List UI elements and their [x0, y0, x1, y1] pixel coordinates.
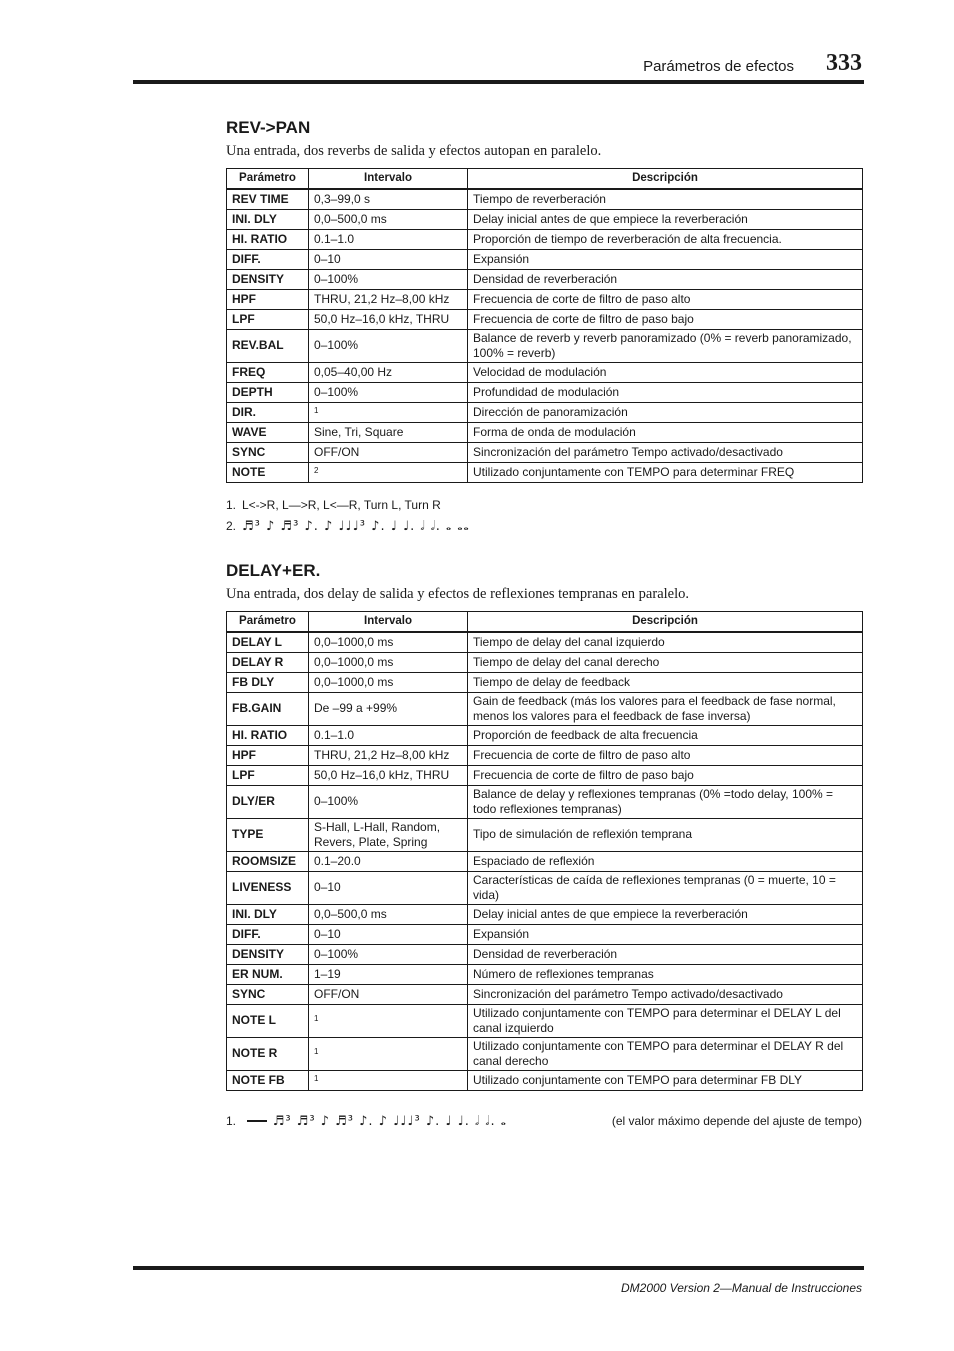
table-row — [227, 289, 863, 309]
parameter-cell: LIVENESS — [227, 871, 309, 904]
range-cell: 0–100% — [309, 382, 468, 402]
table-row — [227, 725, 863, 745]
table-row — [227, 745, 863, 765]
footer-rule — [133, 1266, 864, 1270]
table-row — [227, 269, 863, 289]
table-row — [227, 462, 863, 482]
parameter-cell: DENSITY — [227, 269, 309, 289]
column-header-description: Descripción — [468, 612, 863, 633]
footnote-text: L<->R, L—>R, L<—R, Turn L, Turn R — [242, 498, 441, 512]
description-cell: Utilizado conjuntamente con TEMPO para determinar el DELAY L del canal izquierdo — [468, 1004, 863, 1037]
table-row — [227, 652, 863, 672]
range-cell: 0,3–99,0 s — [309, 189, 468, 209]
description-cell: Sincronización del parámetro Tempo activado/desactivado — [468, 984, 863, 1004]
range-cell: 0–100% — [309, 785, 468, 818]
table-header-row — [227, 612, 863, 633]
table-header-row — [227, 169, 863, 190]
section-title-rev-pan: REV->PAN — [226, 118, 311, 137]
parameter-cell: DIFF. — [227, 249, 309, 269]
parameter-cell: LPF — [227, 765, 309, 785]
table-row — [227, 209, 863, 229]
parameter-cell: TYPE — [227, 818, 309, 851]
dash-icon — [245, 1115, 269, 1125]
description-cell: Tiempo de delay de feedback — [468, 672, 863, 692]
table-row — [227, 422, 863, 442]
parameter-cell: DELAY R — [227, 652, 309, 672]
parameter-cell: DEPTH — [227, 382, 309, 402]
range-cell: De –99 a +99% — [309, 692, 468, 725]
description-cell: Delay inicial antes de que empiece la reverberación — [468, 209, 863, 229]
parameter-cell: FB.GAIN — [227, 692, 309, 725]
table-row — [227, 871, 863, 904]
range-cell: 0–100% — [309, 269, 468, 289]
parameter-cell: DIR. — [227, 402, 309, 422]
footnote-number: 1. — [226, 498, 237, 512]
parameter-cell: DIFF. — [227, 924, 309, 944]
description-cell: Balance de delay y reflexiones tempranas (0% =todo delay, 100% = todo reflexiones tempranas) — [468, 785, 863, 818]
column-header-description: Descripción — [468, 169, 863, 190]
parameter-cell: INI. DLY — [227, 904, 309, 924]
page-header — [133, 50, 864, 80]
parameter-cell: FB DLY — [227, 672, 309, 692]
range-cell: 0,0–1000,0 ms — [309, 652, 468, 672]
description-cell: Sincronización del parámetro Tempo activado/desactivado — [468, 442, 863, 462]
column-header-parameter: Parámetro — [227, 612, 309, 633]
parameter-cell: SYNC — [227, 984, 309, 1004]
parameter-cell: DLY/ER — [227, 785, 309, 818]
description-cell: Frecuencia de corte de filtro de paso alto — [468, 745, 863, 765]
description-cell: Gain de feedback (más los valores para el feedback de fase normal, menos los valores para el feedback de fase inversa) — [468, 692, 863, 725]
parameter-cell: NOTE L — [227, 1004, 309, 1037]
table-row — [227, 944, 863, 964]
table-row — [227, 402, 863, 422]
parameter-table-delay-er — [226, 611, 863, 1091]
table-row — [227, 924, 863, 944]
range-cell: 0,0–500,0 ms — [309, 904, 468, 924]
parameter-cell: LPF — [227, 309, 309, 329]
column-header-range: Intervalo — [309, 612, 468, 633]
footnote-marker: 1 — [314, 405, 319, 415]
table-row — [227, 851, 863, 871]
parameter-cell: ROOMSIZE — [227, 851, 309, 871]
table-row — [227, 672, 863, 692]
column-header-range: Intervalo — [309, 169, 468, 190]
range-cell: 0–100% — [309, 944, 468, 964]
range-cell: 0–10 — [309, 924, 468, 944]
range-cell: Sine, Tri, Square — [309, 422, 468, 442]
table-row — [227, 1070, 863, 1090]
description-cell: Tiempo de delay del canal derecho — [468, 652, 863, 672]
section-intro-rev-pan: Una entrada, dos reverbs de salida y efectos autopan en paralelo. — [226, 143, 602, 159]
table-row — [227, 442, 863, 462]
range-cell: OFF/ON — [309, 442, 468, 462]
parameter-cell: INI. DLY — [227, 209, 309, 229]
table-row — [227, 382, 863, 402]
table-row — [227, 765, 863, 785]
column-header-parameter: Parámetro — [227, 169, 309, 190]
range-cell: THRU, 21,2 Hz–8,00 kHz — [309, 745, 468, 765]
description-cell: Tiempo de delay del canal izquierdo — [468, 632, 863, 652]
parameter-cell: HPF — [227, 289, 309, 309]
section-title-delay-er: DELAY+ER. — [226, 561, 321, 580]
range-cell: 0–10 — [309, 249, 468, 269]
description-cell: Espaciado de reflexión — [468, 851, 863, 871]
table-row — [227, 632, 863, 652]
range-cell: 0.1–20.0 — [309, 851, 468, 871]
footnote-marker: 1 — [314, 1047, 319, 1056]
description-cell: Densidad de reverberación — [468, 269, 863, 289]
description-cell: Características de caída de reflexiones tempranas (0 = muerte, 10 = vida) — [468, 871, 863, 904]
description-cell: Utilizado conjuntamente con TEMPO para determinar FREQ — [468, 462, 863, 482]
range-cell — [309, 1070, 468, 1090]
parameter-cell: NOTE — [227, 462, 309, 482]
range-cell: 1–19 — [309, 964, 468, 984]
table-row — [227, 1004, 863, 1037]
parameter-cell: DENSITY — [227, 944, 309, 964]
range-cell: 0,0–1000,0 ms — [309, 632, 468, 652]
description-cell: Delay inicial antes de que empiece la reverberación — [468, 904, 863, 924]
description-cell: Forma de onda de modulación — [468, 422, 863, 442]
table-row — [227, 1037, 863, 1070]
parameter-cell: SYNC — [227, 442, 309, 462]
parameter-cell: FREQ — [227, 362, 309, 382]
parameter-cell: WAVE — [227, 422, 309, 442]
table-row — [227, 785, 863, 818]
parameter-cell: HPF — [227, 745, 309, 765]
table-row — [227, 249, 863, 269]
table-row — [227, 984, 863, 1004]
section-intro-delay-er: Una entrada, dos delay de salida y efectos de reflexiones tempranas en paralelo. — [226, 586, 689, 602]
parameter-cell: ER NUM. — [227, 964, 309, 984]
range-cell: 0.1–1.0 — [309, 229, 468, 249]
page-number: 333 — [826, 50, 862, 76]
footnote-marker: 1 — [314, 1014, 319, 1023]
range-cell: 50,0 Hz–16,0 kHz, THRU — [309, 309, 468, 329]
range-cell: OFF/ON — [309, 984, 468, 1004]
description-cell: Número de reflexiones tempranas — [468, 964, 863, 984]
range-cell: 0,05–40,00 Hz — [309, 362, 468, 382]
description-cell: Utilizado conjuntamente con TEMPO para determinar el DELAY R del canal derecho — [468, 1037, 863, 1070]
parameter-cell: HI. RATIO — [227, 725, 309, 745]
table-row — [227, 309, 863, 329]
description-cell: Velocidad de modulación — [468, 362, 863, 382]
description-cell: Tipo de simulación de reflexión temprana — [468, 818, 863, 851]
description-cell: Utilizado conjuntamente con TEMPO para determinar FB DLY — [468, 1070, 863, 1090]
footnote-tail-delay-er: (el valor máximo depende del ajuste de tempo) — [611, 1114, 862, 1128]
parameter-table-rev-pan — [226, 168, 863, 483]
description-cell: Frecuencia de corte de filtro de paso bajo — [468, 765, 863, 785]
table-row — [227, 692, 863, 725]
range-cell — [309, 402, 468, 422]
description-cell: Balance de reverb y reverb panoramizado (0% = reverb panoramizado, 100% = reverb) — [468, 329, 863, 362]
range-cell: 0.1–1.0 — [309, 725, 468, 745]
table-row — [227, 964, 863, 984]
description-cell: Frecuencia de corte de filtro de paso alto — [468, 289, 863, 309]
footnote-marker: 2 — [314, 465, 319, 475]
parameter-cell: NOTE FB — [227, 1070, 309, 1090]
range-cell: THRU, 21,2 Hz–8,00 kHz — [309, 289, 468, 309]
description-cell: Frecuencia de corte de filtro de paso bajo — [468, 309, 863, 329]
range-cell — [309, 462, 468, 482]
table-row — [227, 229, 863, 249]
range-cell: 50,0 Hz–16,0 kHz, THRU — [309, 765, 468, 785]
range-cell: 0–10 — [309, 871, 468, 904]
parameter-cell: NOTE R — [227, 1037, 309, 1070]
description-cell: Profundidad de modulación — [468, 382, 863, 402]
footnote-2-rev-pan — [226, 519, 470, 534]
table-row — [227, 818, 863, 851]
range-cell — [309, 1004, 468, 1037]
description-cell: Proporción de feedback de alta frecuencia — [468, 725, 863, 745]
footer-text: DM2000 Version 2—Manual de Instrucciones — [620, 1281, 862, 1295]
range-cell — [309, 1037, 468, 1070]
description-cell: Dirección de panoramización — [468, 402, 863, 422]
range-cell: 0,0–1000,0 ms — [309, 672, 468, 692]
footnote-number: 1. — [226, 1114, 237, 1128]
description-cell: Expansión — [468, 249, 863, 269]
table-row — [227, 362, 863, 382]
description-cell: Expansión — [468, 924, 863, 944]
header-rule — [133, 80, 864, 84]
table-row — [227, 904, 863, 924]
footnote-marker: 1 — [314, 1073, 319, 1083]
header-title: Parámetros de efectos — [643, 58, 794, 75]
note-values-glyphs: ♬³ ♬³ ♪ ♬³ ♪. ♪ ♩♩♩³ ♪. ♩ ♩. 𝅗𝅥 𝅗𝅥. 𝅝 — [272, 1114, 507, 1129]
table-row — [227, 329, 863, 362]
parameter-cell: DELAY L — [227, 632, 309, 652]
footnote-1-rev-pan — [226, 498, 441, 512]
description-cell: Densidad de reverberación — [468, 944, 863, 964]
note-values-glyphs: ♬³ ♪ ♬³ ♪. ♪ ♩♩♩³ ♪. ♩ ♩. 𝅗𝅥 𝅗𝅥. 𝅝 𝅝𝅝 — [242, 519, 470, 534]
parameter-cell: REV.BAL — [227, 329, 309, 362]
table-row — [227, 189, 863, 209]
description-cell: Proporción de tiempo de reverberación de alta frecuencia. — [468, 229, 863, 249]
footnote-1-delay-er — [226, 1114, 507, 1129]
parameter-cell: HI. RATIO — [227, 229, 309, 249]
range-cell: 0,0–500,0 ms — [309, 209, 468, 229]
range-cell: S-Hall, L-Hall, Random, Revers, Plate, Spring — [309, 818, 468, 851]
range-cell: 0–100% — [309, 329, 468, 362]
footnote-number: 2. — [226, 519, 237, 533]
parameter-cell: REV TIME — [227, 189, 309, 209]
description-cell: Tiempo de reverberación — [468, 189, 863, 209]
